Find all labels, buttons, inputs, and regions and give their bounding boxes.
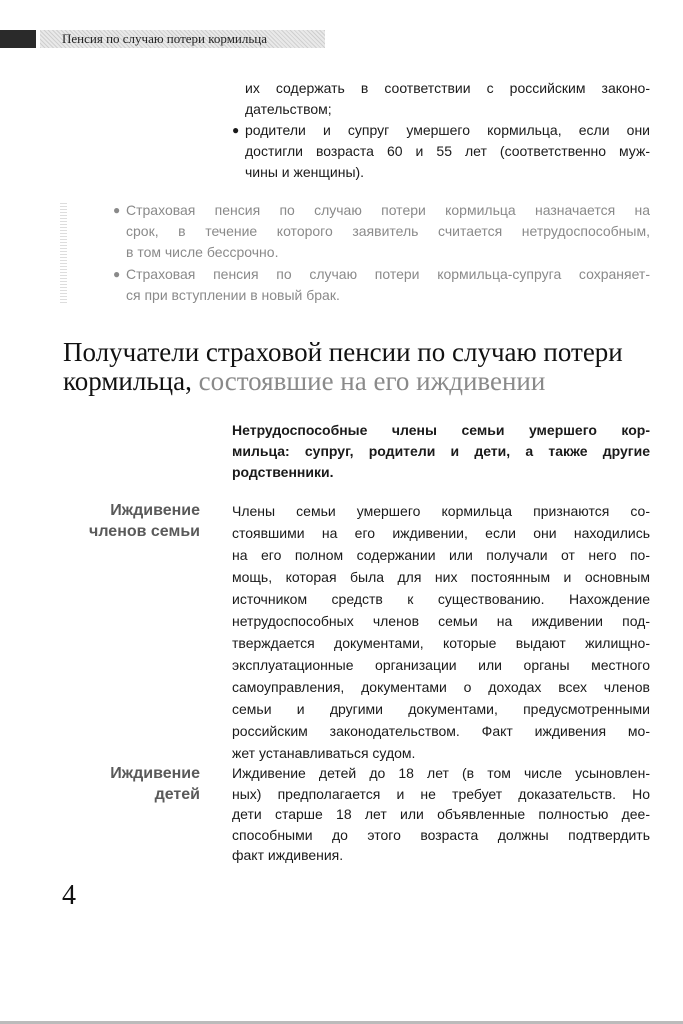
text-line: родственники.	[232, 464, 334, 480]
text-line: членов семьи	[89, 523, 200, 540]
text-line: детей	[154, 786, 200, 803]
text-line: мощь, которая была для них постоянным и основным	[232, 569, 650, 585]
lead-paragraph	[232, 420, 650, 483]
bullet-icon: ●	[232, 123, 240, 137]
heading-line: Получатели страховой пенсии по случаю потери	[63, 337, 623, 367]
text-line: достигли возраста 60 и 55 лет (соответственно муж-	[245, 143, 650, 159]
heading-line	[63, 367, 623, 396]
note-sidebar	[60, 203, 67, 303]
text-line: Иждивение детей до 18 лет (в том числе усыновлен-	[232, 765, 650, 781]
text-line: Иждивение	[110, 765, 200, 782]
text-line: стоявшими на его иждивении, если они находились	[232, 525, 650, 541]
text-line: родители и супруг умершего кормильца, если они	[245, 122, 650, 138]
list-continuation	[245, 78, 650, 120]
heading-dark: кормильца,	[63, 366, 192, 396]
text-line: факт иждивения.	[232, 847, 344, 863]
text-line: их содержать в соответствии с российским законо-	[245, 80, 650, 96]
text-line: Страховая пенсия по случаю потери кормильца назначается на	[126, 202, 650, 218]
text-line: тверждается документами, которые выдают жилищно-	[232, 635, 650, 651]
text-line: дательством;	[245, 101, 332, 117]
section-heading	[63, 338, 623, 396]
text-line: Нетрудоспособные члены семьи умершего кор-	[232, 422, 650, 438]
text-line: жет устанавливаться судом.	[232, 745, 416, 761]
text-line: чины и женщины).	[245, 164, 365, 180]
note-text	[126, 200, 650, 263]
note-item	[113, 264, 650, 306]
text-line: способными до этого возраста должны подтвердить	[232, 826, 650, 843]
text-line: семьи и другими документами, предусмотренными	[232, 701, 650, 717]
text-line: на его полном содержании или получали от него по-	[232, 547, 650, 563]
text-line: Страховая пенсия по случаю потери кормильца-супруга сохраняет-	[126, 266, 650, 282]
note-item	[113, 200, 650, 263]
bullet-icon: ●	[113, 203, 121, 217]
text-line: Иждивение	[110, 502, 200, 519]
top-list	[232, 78, 650, 183]
children-paragraph	[232, 763, 650, 866]
bullet-icon: ●	[113, 267, 121, 281]
header-marker	[0, 30, 36, 48]
text-line: ся при вступлении в новый брак.	[126, 287, 340, 303]
text-line: самоуправления, документами о доходах всех членов	[232, 679, 650, 695]
heading-gray: состоявшие на его иждивении	[198, 366, 546, 396]
text-line: дети старше 18 лет или объявленные полностью дее-	[232, 806, 650, 822]
family-label	[89, 500, 200, 542]
family-paragraph	[232, 500, 650, 764]
text-line: эксплуатационные организации или органы местного	[232, 657, 650, 673]
text-line: мильца: супруг, родители и дети, а также другие	[232, 443, 650, 459]
text-line: российским законодательством. Факт иждивения мо-	[232, 723, 650, 739]
running-title: Пенсия по случаю потери кормильца	[62, 31, 268, 46]
list-item	[232, 120, 650, 183]
text-line: нетрудоспособных членов семьи на иждивении под-	[232, 613, 650, 629]
note-text	[126, 264, 650, 306]
page-number: 4	[62, 880, 76, 911]
text-line: срок, в течение которого заявитель считается нетрудоспособным,	[126, 223, 650, 239]
list-item-text	[245, 120, 650, 183]
text-line: ных) предполагается и не требует доказательств. Но	[232, 785, 650, 802]
text-line: в том числе бессрочно.	[126, 244, 279, 260]
text-line: Члены семьи умершего кормильца признаются со-	[232, 503, 650, 519]
text-line: источником средств к существованию. Нахождение	[232, 591, 650, 607]
children-label	[110, 763, 200, 805]
notes	[113, 200, 650, 306]
